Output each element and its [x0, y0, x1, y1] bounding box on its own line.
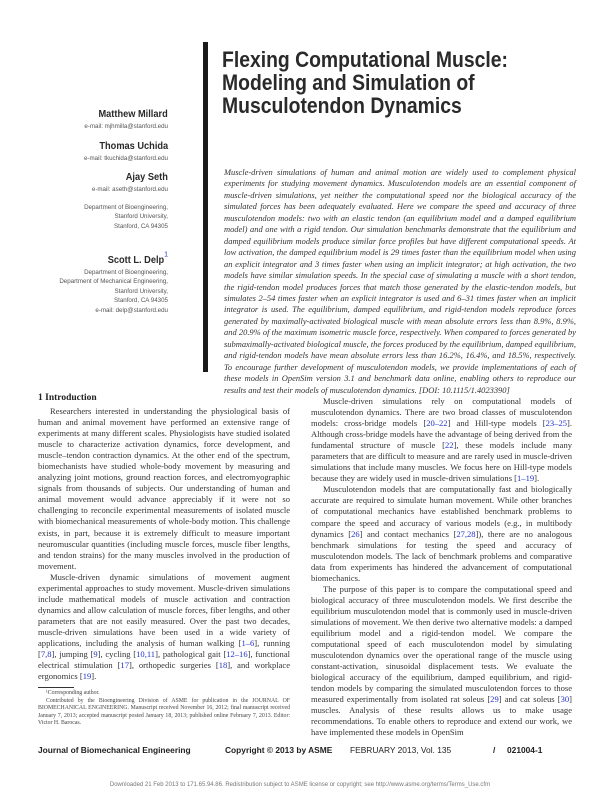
citation-link[interactable]: 10,11 [136, 649, 156, 660]
author-affiliation [10, 195, 168, 203]
right-column [311, 396, 572, 738]
footer-issue: FEBRUARY 2013, Vol. 135 [350, 745, 452, 755]
paper-title [222, 48, 540, 117]
author-affiliation: Department of Bioengineering, [84, 203, 168, 211]
author-name: Ajay Seth [125, 171, 168, 184]
title-line: Modeling and Simulation of [222, 70, 475, 95]
abstract: Muscle-driven simulations of human and animal motion are widely used to complement physical experiments for studying movement dynamics. Musculotendon models are an essential component of muscle-driven simulations, yet neither the computational speed nor the biological accuracy of the simulated forces has been adequately evaluated. Here we compare the speed and accuracy of three musculotendon models: two with an elastic tendon (an equilibrium model and a damped equilibrium model) and one with a rigid tendon. Our simulation benchmarks demonstrate that the equilibrium and damped equilibrium models produce similar force profiles but have different computational speeds. At low activation, the damped equilibrium model is 29 times faster than the equilibrium model when using an explicit integrator and 3 times faster when using an implicit integrator; at high activation, the two models have similar simulation speeds. In the special case of simulating a muscle with a short tendon, the rigid-tendon model produces forces that match those generated by the elastic-tendon models, but simulates 2–54 times faster when an explicit integrator is used and 6–31 times faster when an implicit integrator is used. The equilibrium, damped equilibrium, and rigid-tendon models reproduce forces generated by maximally-activated biological muscle with mean absolute errors less than 8.9%, 8.9%, and 20.9% of the maximum isometric muscle force, respectively. When compared to forces generated by submaximally-activated biological muscle, the forces produced by the equilibrium, damped equilibrium, and rigid-tendon models have mean absolute errors less than 16.2%, 16.4%, and 18.5%, respectively. To encourage further development of musculotendon models, we provide implementations of each of these models in OpenSim version 3.1 and benchmark data online, enabling others to reproduce our results and test their models of musculotendon dynamics. [DOI: 10.1115/1.4023390] [224, 167, 576, 395]
left-column [38, 406, 290, 682]
author-affiliation: Department of Mechanical Engineering, [59, 278, 168, 286]
author-affiliation: Department of Bioengineering, [84, 268, 168, 276]
download-notice: Downloaded 21 Feb 2013 to 171.65.94.86. Redistribution subject to ASME license or copyright; see http://www.asme.org/terms/Terms_Use.cfm [109, 782, 491, 788]
paragraph: Musculotendon models that are computationally fast and biologically accurate are required to simulate human movement. While other branches of computational mechanics have established benchmark problems to compare the speed and accuracy of various models (e.g., in multibody dynamics [26] and contact mechanics [27,28]), there are no analogous benchmark simulations for testing the speed and accuracy of musculotendon models. The lack of benchmark problems and comparative data from experiments has hindered the advancement of computational biomechanics. [311, 484, 572, 583]
title-line: Flexing Computational Muscle: [222, 47, 508, 72]
author-affiliation: Stanford, CA 94305 [113, 222, 168, 230]
citation-link[interactable]: 9 [93, 649, 98, 660]
paragraph: The purpose of this paper is to compare the computational speed and biological accuracy of three musculotendon models. We first describe the equilibrium musculotendon model that is commonly used in muscle-driven simulations of movement. We then derive two alternative models: a damped equilibrium model and a rigid-tendon model. We compare the computational speed of each musculotendon model by simulating musculotendon dynamics over the operational range of the muscle using constant-activation, sinusoidal displacement tests. We evaluate the biological accuracy of the equilibrium, damped equilibrium, and rigid-tendon models by comparing the simulated musculotendon forces to those measured experimentally from isolated rat soleus [29] and cat soleus [30] muscles. Analysis of these results allows us to make usage recommendations. To enable others to reproduce and extend our work, we have implemented these models in OpenSim [311, 583, 572, 738]
footer-journal: Journal of Biomechanical Engineering [38, 745, 191, 755]
citation-link[interactable]: 7,8 [40, 649, 52, 660]
author-email: e-mail: delp@stanford.edu [95, 306, 168, 314]
citation-link[interactable]: 30 [560, 694, 570, 705]
title-rule [203, 42, 208, 372]
citation-link[interactable]: 29 [490, 694, 499, 705]
citation-link[interactable]: 22 [444, 440, 454, 451]
citation-link[interactable]: 17 [120, 660, 129, 671]
author-email: e-mail: tkuchida@stanford.edu [83, 154, 168, 162]
footnote-marker[interactable]: 1 [164, 251, 168, 259]
author-list [10, 100, 168, 316]
footer-page-id: 021004-1 [507, 745, 543, 755]
author-name: Scott L. Delp [107, 253, 165, 266]
author-affiliation: Stanford, CA 94305 [113, 297, 168, 305]
paragraph: Muscle-driven simulations rely on computational models of musculotendon dynamics. There are two broad classes of musculotendon models: cross-bridge models [20–22] and Hill-type models [23–25]. Although cross-bridge models have the advantage of being derived from the fundamental structure of muscle [22], these models include many parameters that are difficult to measure and are rarely used in muscle-driven simulations that include many muscles. We focus here on Hill-type models because they are widely used in muscle-driven simulations [1–19]. [311, 396, 572, 484]
citation-link[interactable]: 26 [351, 528, 360, 539]
author-name: Thomas Uchida [99, 139, 168, 152]
author-name: Matthew Millard [98, 108, 168, 120]
section-heading: 1 Introduction [38, 393, 97, 403]
footer-separator: / [493, 745, 496, 755]
citation-link[interactable]: 12–16 [226, 649, 248, 660]
title-line: Musculotendon Dynamics [222, 93, 462, 118]
citation-link[interactable]: 1–19 [517, 473, 535, 484]
footnote-rule [38, 687, 74, 688]
author-email: e-mail: aseth@stanford.edu [91, 186, 168, 194]
footnotes [38, 690, 290, 728]
footnote: Contributed by the Bioengineering Division of ASME for publication in the JOURNAL OF BIOMECHANICAL ENGINEERING. Manuscript received November 16, 2012; final manuscript received January 7, 2013; accepted manuscript posted January 18, 2013; published online February 7, 2013. Editor: Victor H. Barocas. [38, 697, 290, 727]
citation-link[interactable]: 23–25 [545, 418, 567, 429]
footer-copyright: Copyright © 2013 by ASME [225, 745, 333, 755]
footnote: ¹Corresponding author. [46, 690, 100, 696]
author-affiliation: Stanford University, [114, 213, 168, 221]
citation-link[interactable]: 27,28 [456, 528, 476, 539]
author-email: e-mail: mjhmilla@stanford.edu [84, 123, 168, 130]
citation-link[interactable]: 18 [218, 660, 228, 671]
author-affiliation: Stanford University, [114, 287, 168, 295]
paragraph: Researchers interested in understanding the physiological basis of human and animal movement have performed an extensive range of experiments at many different scales. Physiologists have studied isolated muscle to characterize activation dynamics, force development, and muscle–tendon contraction dynamics. At the other end of the spectrum, biomechanists have studied whole-body movement by measuring and analyzing joint motions, ground reaction forces, and electromyographic signals from thousands of subjects. Our understanding of human and animal movement would advance appreciably if it were not so challenging to reconcile experimental measurements of isolated muscle with biomechanical measurements of whole-body motion. This challenge exists, in part, because it is extremely difficult to measure important neuromuscular quantities (including muscle forces, muscle fiber lengths, and tendon strains) for the many muscles involved in the production of movement. [38, 406, 290, 571]
citation-link[interactable]: 1–6 [241, 637, 255, 648]
citation-link[interactable]: 20–22 [426, 418, 448, 429]
citation-link[interactable]: 19 [82, 671, 92, 682]
paragraph: Muscle-driven dynamic simulations of movement augment experimental approaches to study movement. Muscle-driven simulations include mathematical models of muscle activation and contraction dynamics and allow calculation of muscle forces, fiber lengths, and other parameters that are not easily measured. Over the past two decades, muscle-driven simulations have been used in a wide variety of applications, including the analysis of human walking [1–6], running [7,8], jumping [9], cycling [10,11], pathological gait [12–16], functional electrical stimulation [17], orthopedic surgeries [18], and workplace ergonomics [19]. [38, 571, 291, 682]
